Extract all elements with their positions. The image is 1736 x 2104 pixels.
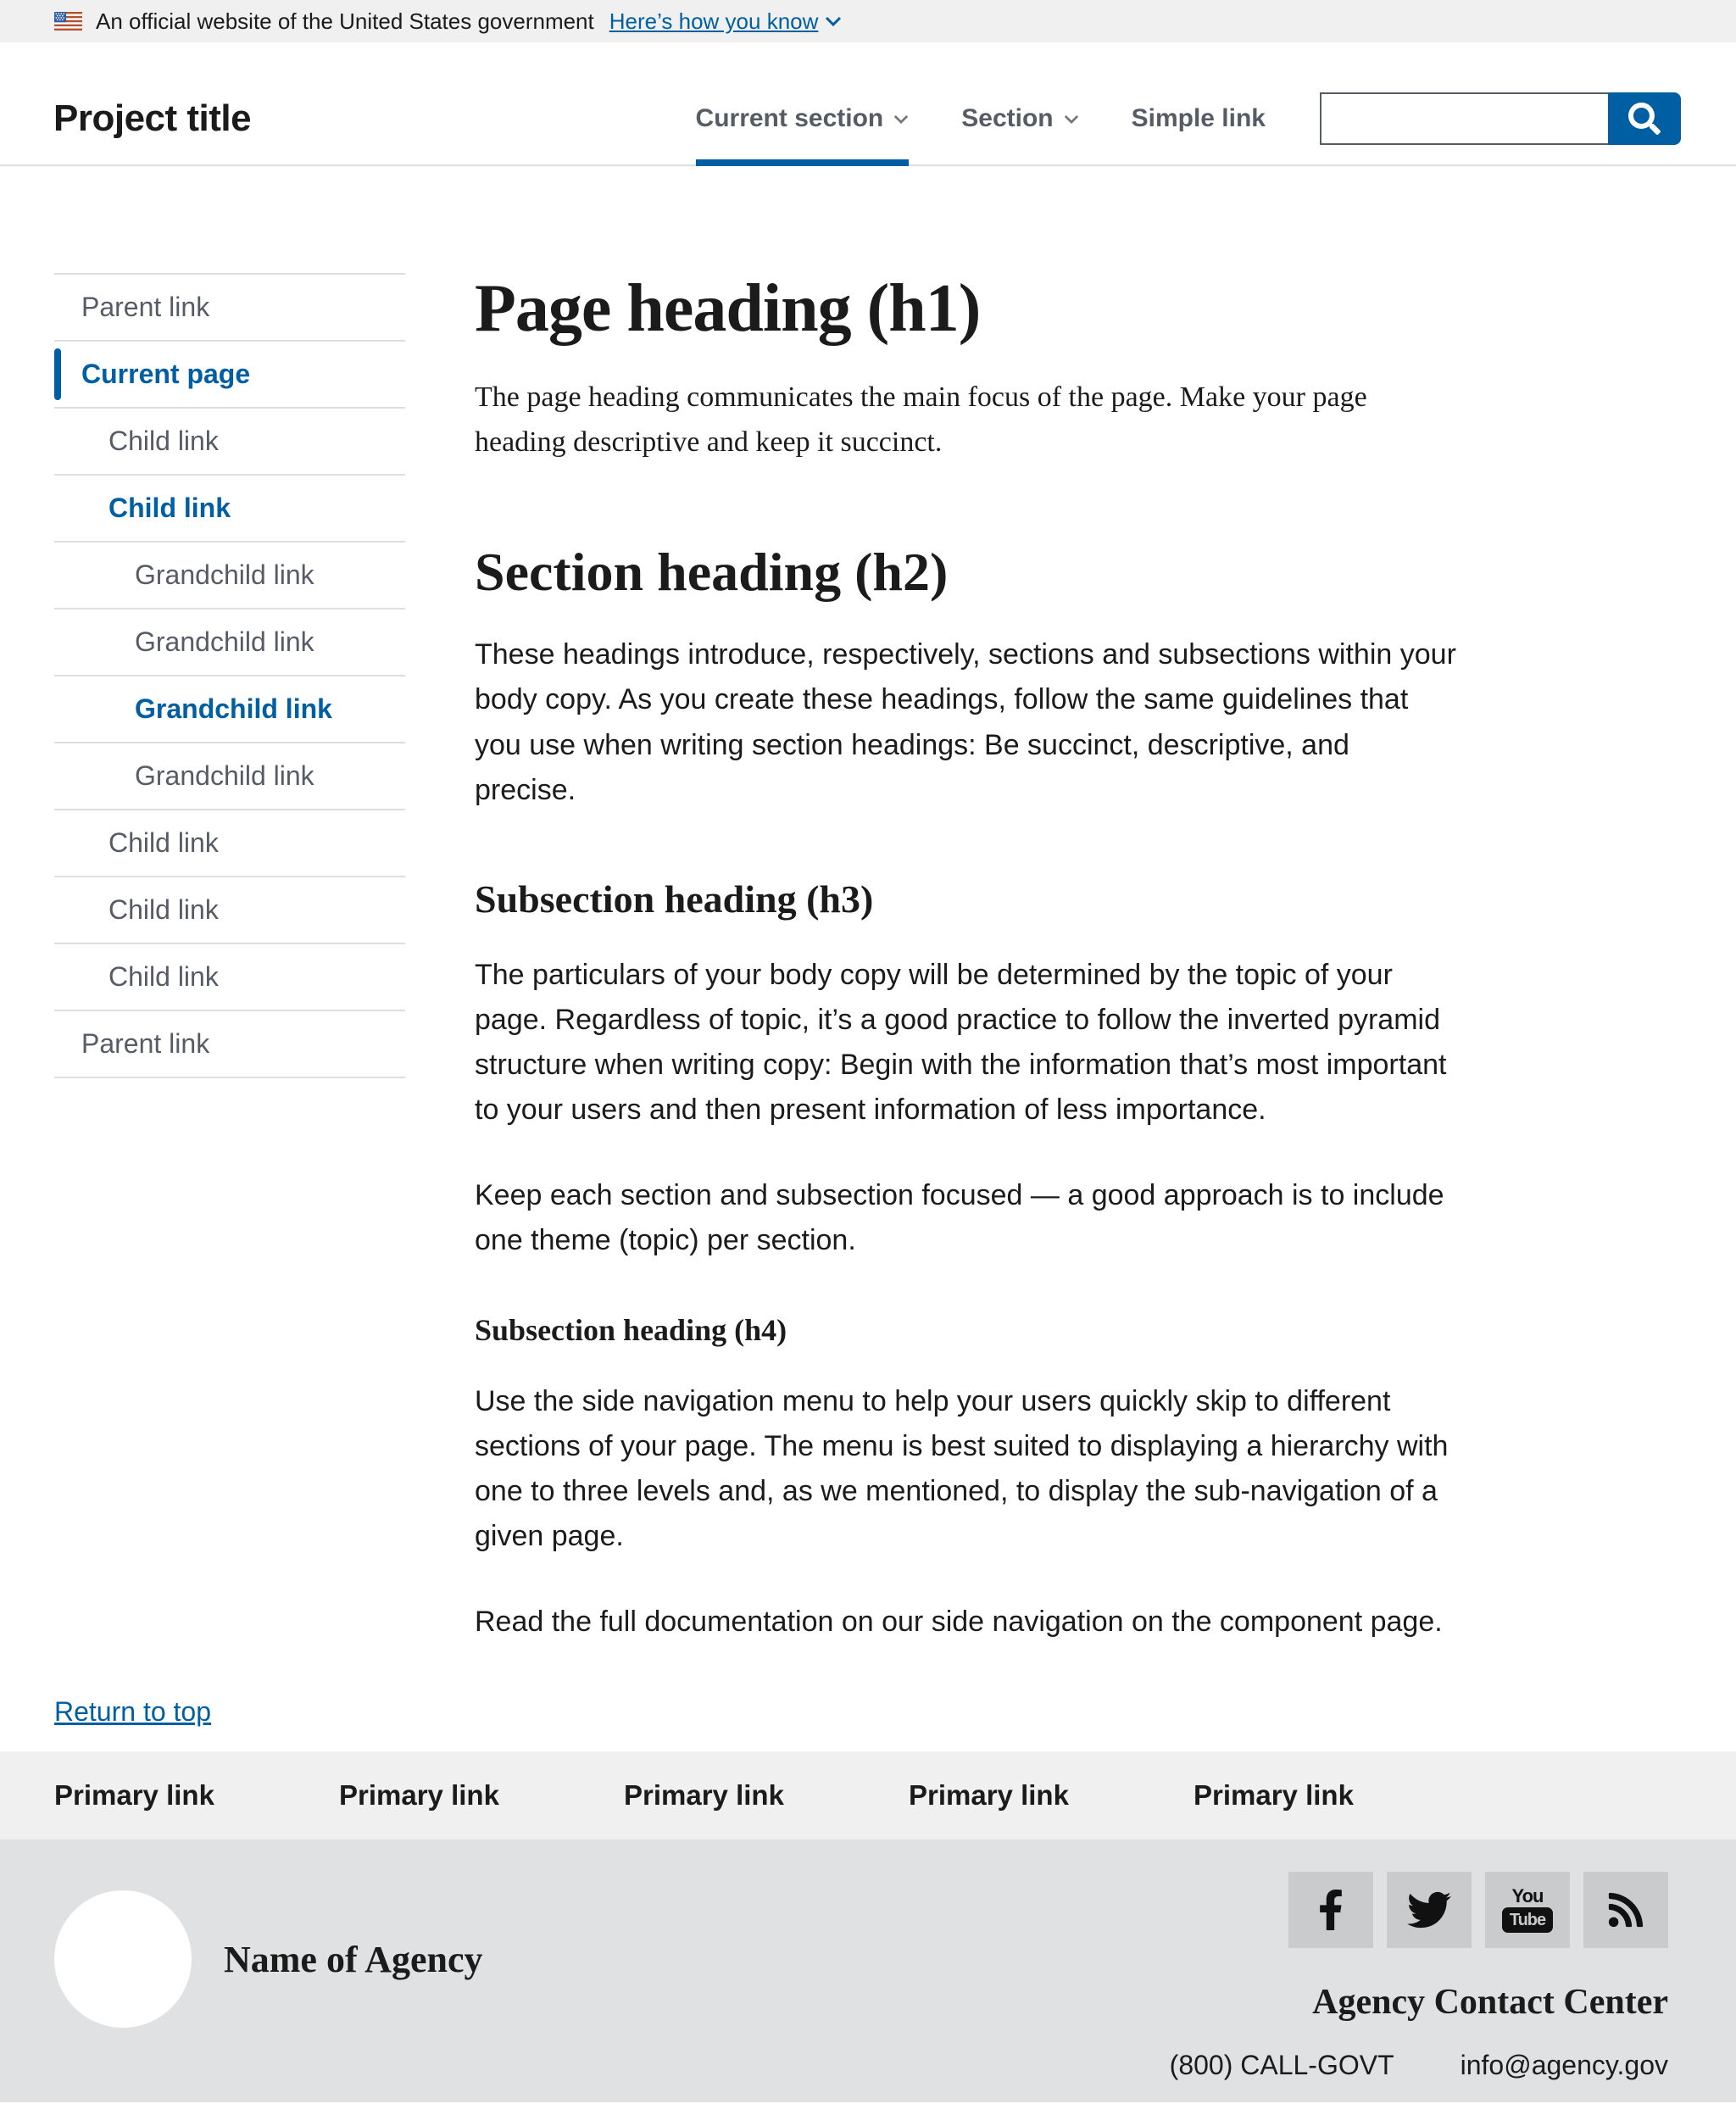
sidenav-item-grandchild[interactable]: Grandchild link xyxy=(54,608,405,675)
contact-center-heading: Agency Contact Center xyxy=(1312,1983,1668,2022)
banner-text: An official website of the United States government xyxy=(96,8,594,34)
nav-item-label: Simple link xyxy=(1131,104,1266,132)
paragraph: Use the side navigation menu to help your users quickly skip to different sections of your page. The menu is best suited to displaying a hierarchy with one to three levels and, as we mentioned, to display the sub-navigation of a given page. xyxy=(475,1385,1449,1553)
us-flag-icon xyxy=(54,12,82,31)
page-body xyxy=(0,166,1736,1751)
sidenav-item-child[interactable]: Child link xyxy=(54,876,405,943)
social-links xyxy=(1288,1872,1668,1948)
sidenav-item-parent[interactable]: Parent link xyxy=(54,273,405,340)
nav-item-simple-link[interactable] xyxy=(1132,104,1266,133)
search-form xyxy=(1320,92,1681,145)
sidenav-item-grandchild[interactable]: Grandchild link xyxy=(54,742,405,809)
nav-item-label: Section xyxy=(961,104,1054,132)
footer-primary-link[interactable]: Primary link xyxy=(339,1779,499,1811)
rss-icon xyxy=(1606,1890,1645,1929)
site-header xyxy=(0,42,1736,166)
contact-email-link[interactable]: info@agency.gov xyxy=(1460,2050,1668,2080)
banner-how-you-know-link[interactable] xyxy=(609,8,843,35)
nav-item-section[interactable] xyxy=(961,104,1078,133)
subsection-heading-h4: Subsection heading (h4) xyxy=(475,1312,787,1347)
page-heading: Page heading (h1) xyxy=(475,271,981,346)
search-input[interactable] xyxy=(1320,92,1608,145)
main-content xyxy=(475,273,1682,1751)
sidenav-item-parent[interactable]: Parent link xyxy=(54,1010,405,1078)
agency-logo xyxy=(54,1890,192,2028)
gov-banner xyxy=(0,0,1736,42)
subsection-heading-h3: Subsection heading (h3) xyxy=(475,877,874,921)
paragraph: The particulars of your body copy will be determined by the topic of your page. Regardless of topic, it’s a good practice to follow the inverted pyramid structure when writing copy: Begin with the information that’s most important to your users and then present information of less importance. xyxy=(475,958,1447,1126)
nav-item-label: Current section xyxy=(695,104,884,132)
page-lede: The page heading communicates the main focus of the page. Make your page heading descriptive and keep it succinct. xyxy=(475,381,1367,459)
side-navigation xyxy=(54,273,405,1751)
sidenav-item-current-page[interactable]: Current page xyxy=(54,340,405,407)
chevron-down-icon xyxy=(1064,114,1079,124)
section-heading: Section heading (h2) xyxy=(475,542,949,603)
sidenav-item-child[interactable]: Child link xyxy=(54,407,405,474)
twitter-link[interactable] xyxy=(1387,1872,1472,1948)
paragraph: These headings introduce, respectively, sections and subsections within your body copy. As you create these headings, follow the same guidelines that you use when writing section headings: Be succinct, descriptive, and precise. xyxy=(475,638,1456,806)
footer-secondary xyxy=(0,1840,1736,2102)
project-title[interactable]: Project title xyxy=(53,97,252,139)
sidenav-item-grandchild-active[interactable]: Grandchild link xyxy=(54,675,405,742)
banner-link-label: Here’s how you know xyxy=(609,8,819,34)
contact-phone-link[interactable]: (800) CALL-GOVT xyxy=(1169,2050,1394,2080)
paragraph: Keep each section and subsection focused — a good approach is to include one theme (topic) per section. xyxy=(475,1178,1444,1256)
rss-link[interactable] xyxy=(1583,1872,1668,1948)
agency-name: Name of Agency xyxy=(224,1938,483,1980)
search-icon xyxy=(1628,103,1661,135)
footer-primary-link[interactable]: Primary link xyxy=(54,1779,214,1811)
nav-item-current-section[interactable] xyxy=(696,104,910,133)
footer-primary-link[interactable]: Primary link xyxy=(1194,1779,1354,1811)
return-to-top xyxy=(54,1696,211,1728)
youtube-icon: You Tube xyxy=(1502,1887,1553,1933)
sidenav-item-grandchild[interactable]: Grandchild link xyxy=(54,541,405,608)
sidenav-item-child[interactable]: Child link xyxy=(54,809,405,876)
primary-nav xyxy=(696,104,1266,133)
agency-block xyxy=(54,1890,483,2028)
return-to-top-link[interactable]: Return to top xyxy=(54,1696,211,1727)
contact-links xyxy=(1170,2050,1668,2081)
footer-primary-link[interactable]: Primary link xyxy=(624,1779,784,1811)
chevron-down-icon xyxy=(893,114,909,124)
facebook-icon xyxy=(1318,1886,1344,1934)
twitter-icon xyxy=(1407,1888,1451,1932)
footer-primary-nav xyxy=(0,1751,1736,1840)
facebook-link[interactable] xyxy=(1288,1872,1373,1948)
chevron-down-icon xyxy=(825,16,842,26)
sidenav-item-child-active[interactable]: Child link xyxy=(54,474,405,541)
search-button[interactable] xyxy=(1608,92,1681,145)
footer-primary-link[interactable]: Primary link xyxy=(909,1779,1069,1811)
youtube-link[interactable] xyxy=(1485,1872,1570,1948)
sidenav-item-child[interactable]: Child link xyxy=(54,943,405,1010)
footer-contact-block xyxy=(1170,1872,1668,2102)
paragraph: Read the full documentation on our side navigation on the component page. xyxy=(475,1606,1443,1639)
